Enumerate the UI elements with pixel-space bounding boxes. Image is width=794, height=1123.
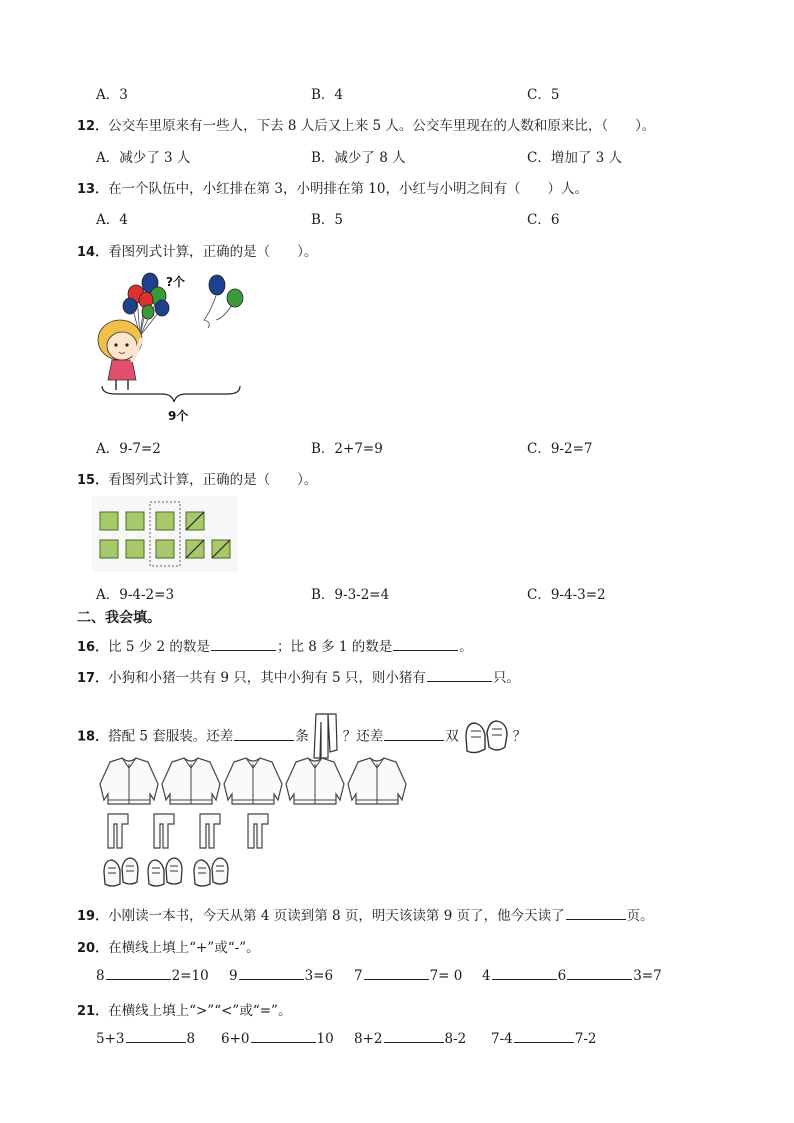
expr-part: 9 (229, 968, 238, 984)
answer-blank[interactable] (492, 978, 557, 980)
q17-text-1: 小狗和小猪一共有 9 只，其中小狗有 5 只，则小猪有 (108, 670, 426, 686)
balloon-icon (227, 289, 243, 307)
expr-part: 8+2 (354, 1031, 383, 1047)
answer-blank[interactable] (393, 649, 458, 651)
expr-part: 6+0 (221, 1031, 250, 1047)
q11-option-a: A．3 (96, 87, 128, 103)
shoes-icon (463, 717, 509, 757)
q13-option-c: C．6 (527, 212, 560, 228)
section-heading: 二、我会填。 (77, 610, 161, 626)
jacket-icon (100, 758, 158, 804)
question-15 (77, 468, 317, 488)
q21-expression-4 (491, 1031, 597, 1047)
balloon-icon (123, 298, 137, 314)
q15-option-a: A．9-4-2=3 (96, 587, 175, 603)
q14-balloon-figure (92, 268, 254, 426)
square-icon (126, 540, 144, 558)
q18-text-4: 双 (445, 728, 459, 745)
q20-expression-2 (229, 968, 333, 984)
answer-blank[interactable] (211, 649, 276, 651)
q15-option-b: B．9-3-2=4 (311, 587, 390, 603)
q15-option-c: C．9-4-3=2 (527, 587, 606, 603)
girl-icon (98, 320, 142, 390)
jacket-icon (348, 758, 406, 804)
q12-option-c: C．增加了 3 人 (527, 150, 623, 166)
q14-total-label: 9个 (168, 409, 189, 423)
q18-text-5: ？ (512, 728, 527, 745)
pants-icon (248, 814, 268, 848)
q12-option-b: B．减少了 8 人 (311, 150, 406, 166)
square-icon (100, 540, 118, 558)
q18-clothing-figure (98, 754, 418, 894)
expr-part: 7= 0 (429, 968, 463, 984)
answer-blank[interactable] (514, 1041, 574, 1043)
q18-text-3: ？还差 (342, 728, 384, 745)
expr-part: 7-2 (574, 1031, 597, 1047)
expr-part: 10 (316, 1031, 334, 1047)
answer-blank[interactable] (364, 978, 429, 980)
q20-expression-4 (482, 968, 662, 984)
answer-blank[interactable] (126, 1041, 186, 1043)
q11-option-b: B．4 (311, 87, 344, 103)
square-icon (100, 512, 118, 530)
square-icon (126, 512, 144, 530)
answer-blank[interactable] (427, 680, 492, 682)
square-icon (156, 540, 174, 558)
balloon-icon (155, 300, 169, 316)
q20-expression-1 (96, 968, 209, 984)
q16-number: 16． (77, 640, 109, 655)
q19-number: 19． (77, 909, 109, 924)
answer-blank[interactable] (384, 1041, 444, 1043)
q13-option-a: A．4 (96, 212, 128, 228)
q14-option-a: A．9-7=2 (96, 441, 161, 457)
pants-icon (154, 814, 174, 848)
q18-text-2: 条 (295, 728, 309, 745)
answer-blank[interactable] (239, 978, 304, 980)
question-14 (77, 240, 317, 260)
expr-part: 7 (354, 968, 363, 984)
q14-text: 看图列式计算，正确的是（ ）。 (108, 244, 318, 260)
q15-squares-figure (92, 496, 238, 572)
shoes-icon (104, 858, 138, 886)
q21-expression-2 (221, 1031, 334, 1047)
q20-expression-3 (354, 968, 462, 984)
q20-text: 在横线上填上“+”或“-”。 (108, 940, 260, 956)
q20-number: 20． (77, 941, 109, 956)
q12-number: 12． (77, 119, 109, 134)
q11-option-c: C．5 (527, 87, 560, 103)
shoes-icon (194, 858, 228, 886)
q16-text-2: ；比 8 多 1 的数是 (276, 639, 393, 655)
question-19 (77, 904, 654, 924)
q18-number: 18． (77, 729, 109, 745)
answer-blank[interactable] (251, 1041, 316, 1043)
square-icon (156, 512, 174, 530)
answer-blank[interactable] (106, 978, 171, 980)
q14-option-b: B．2+7=9 (311, 441, 383, 457)
q13-option-b: B．5 (311, 212, 344, 228)
answer-blank[interactable] (384, 739, 444, 741)
shoes-icon (148, 858, 182, 886)
q14-option-c: C．9-2=7 (527, 441, 593, 457)
question-17 (77, 666, 520, 686)
balloon-icon (209, 275, 225, 295)
pants-icon (200, 814, 220, 848)
q21-expression-1 (96, 1031, 195, 1047)
expr-part: 8 (186, 1031, 196, 1047)
jacket-icon (224, 758, 282, 804)
q12-text: 公交车里原来有一些人，下去 8 人后又上来 5 人。公交车里现在的人数和原来比，（ ）。 (108, 118, 656, 134)
q15-text: 看图列式计算，正确的是（ ）。 (108, 472, 318, 488)
expr-part: 3=6 (304, 968, 334, 984)
expr-part: 6 (557, 968, 567, 984)
expr-part: 7-4 (491, 1031, 513, 1047)
expr-part: 8-2 (444, 1031, 467, 1047)
answer-blank[interactable] (234, 739, 294, 741)
q13-number: 13． (77, 182, 109, 197)
question-20 (77, 936, 260, 956)
balloon-icon (142, 305, 154, 319)
answer-blank[interactable] (567, 978, 632, 980)
jacket-icon (162, 758, 220, 804)
jacket-icon (286, 758, 344, 804)
question-13 (77, 177, 588, 197)
expr-part: 3=7 (633, 968, 662, 984)
expr-part: 8 (96, 968, 105, 984)
q14-brace (102, 386, 240, 402)
q19-text-2: 页。 (626, 908, 654, 924)
q19-text-1: 小刚读一本书，今天从第 4 页读到第 8 页，明天该读第 9 页了，他今天读了 (108, 908, 565, 924)
expr-part: 5+3 (96, 1031, 125, 1047)
question-16 (77, 635, 473, 655)
q13-text: 在一个队伍中，小红排在第 3，小明排在第 10，小红与小明之间有（ ）人。 (108, 181, 588, 197)
expr-part: 2=10 (171, 968, 209, 984)
q12-option-a: A．减少了 3 人 (96, 150, 191, 166)
expr-part: 4 (482, 968, 491, 984)
q18-text-1: 搭配 5 套服装。还差 (108, 728, 234, 745)
question-21 (77, 999, 291, 1019)
q21-expression-3 (354, 1031, 466, 1047)
q16-text-3: 。 (459, 639, 473, 655)
pants-icon (108, 814, 128, 848)
q17-number: 17． (77, 671, 109, 686)
q16-text-1: 比 5 少 2 的数是 (108, 639, 210, 655)
answer-blank[interactable] (566, 918, 626, 920)
q15-number: 15． (77, 473, 109, 488)
q21-text: 在横线上填上“>”“<”或“=”。 (108, 1003, 292, 1019)
q14-number: 14． (77, 245, 109, 260)
q21-number: 21． (77, 1004, 109, 1019)
q14-question-label: ?个 (166, 275, 185, 289)
question-12 (77, 114, 655, 134)
q17-text-2: 只。 (492, 670, 520, 686)
